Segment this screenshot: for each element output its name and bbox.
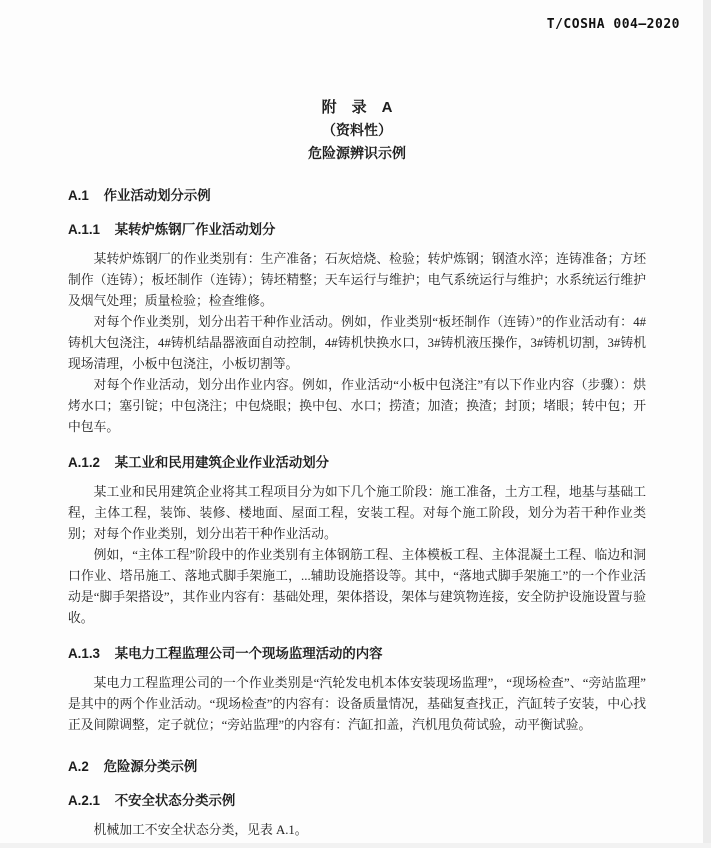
section-heading-a1 — [68, 187, 646, 205]
paragraph: 对每个作业活动，划分出作业内容。例如，作业活动“小板中包浇注”有以下作业内容（步骤）：烘烤水口；塞引锭；中包浇注；中包烧眼；换中包、水口；捞渣；加渣；换渣；封顶；堵眼；转中包；开中包车。 — [68, 378, 646, 434]
section-heading-a11 — [68, 221, 646, 239]
paragraph: 某电力工程监理公司的一个作业类别是“汽轮发电机本体安装现场监理”，“现场检查”、“旁站监理”是其中的两个作业活动。“现场检查”的内容有：设备质量情况，基础复查找正，汽缸转子安装，中心找正及间隙调整，定子就位；“旁站监理”的内容有：汽缸扣盖，汽机甩负荷试验，动平衡试验。 — [68, 676, 646, 732]
paragraph: 机械加工不安全状态分类，见表 A.1。 — [93, 823, 308, 837]
section-title: 危险源分类示例 — [103, 759, 198, 774]
section-title: 某电力工程监理公司一个现场监理活动的内容 — [114, 646, 383, 661]
paragraph: 某转炉炼钢厂的作业类别有：生产准备；石灰焙烧、检验；转炉炼钢；钢渣水淬；连铸准备；方坯制作（连铸）；板坯制作（连铸）；铸坯精整；天车运行与维护；电气系统运行与维护；水系统运行维护及烟气处理；质量检验；检查维修。 — [68, 252, 646, 308]
appendix-subject: 危险源辨识示例 — [308, 145, 406, 161]
section-heading-a13 — [68, 645, 646, 663]
section-number: A.1.1 — [68, 222, 101, 237]
paragraph: 例如，“主体工程”阶段中的作业类别有主体钢筋工程、主体模板工程、主体混凝土工程、临边和洞口作业、塔吊施工、落地式脚手架施工，...辅助设施搭设等。其中，“落地式脚手架施工”的一个作业活动是“脚手架搭设”，其作业内容有：基础处理，架体搭设，架体与建筑物连接，安全防护设施设置与验收。 — [68, 548, 646, 625]
page-scan-edge-bottom — [0, 843, 711, 848]
paragraph: 某工业和民用建筑企业将其工程项目分为如下几个施工阶段：施工准备，土方工程，地基与基础工程，主体工程，装饰、装修、楼地面、屋面工程，安装工程。对每个施工阶段，划分为若干种作业类别；对每个作业类别，划分出若干种作业活动。 — [68, 485, 646, 541]
section-number: A.1 — [68, 188, 89, 203]
document-body — [68, 96, 646, 841]
section-title: 某工业和民用建筑企业作业活动划分 — [114, 455, 329, 470]
section-heading-a12 — [68, 454, 646, 472]
section-title: 作业活动划分示例 — [103, 188, 211, 203]
appendix-title-block — [68, 96, 646, 165]
section-number: A.2.1 — [68, 793, 101, 808]
section-title: 不安全状态分类示例 — [114, 793, 236, 808]
section-title: 某转炉炼钢厂作业活动划分 — [114, 222, 276, 237]
section-number: A.1.2 — [68, 455, 101, 470]
section-number: A.1.3 — [68, 646, 101, 661]
section-heading-a2 — [68, 758, 646, 776]
section-heading-a21 — [68, 792, 646, 810]
appendix-heading: 附 录 A — [321, 99, 393, 116]
section-number: A.2 — [68, 759, 89, 774]
page-scan-edge-right — [703, 0, 711, 848]
appendix-informative-note: （资料性） — [322, 122, 392, 138]
standard-number: T/COSHA 004—2020 — [546, 17, 680, 32]
paragraph: 对每个作业类别，划分出若干种作业活动。例如，作业类别“板坯制作（连铸）”的作业活动有：4#铸机大包浇注，4#铸机结晶器液面自动控制，4#铸机快换水口，3#铸机液压操作，3#铸机切割，3#铸机现场清理，小板中包浇注，小板切割等。 — [68, 315, 646, 371]
